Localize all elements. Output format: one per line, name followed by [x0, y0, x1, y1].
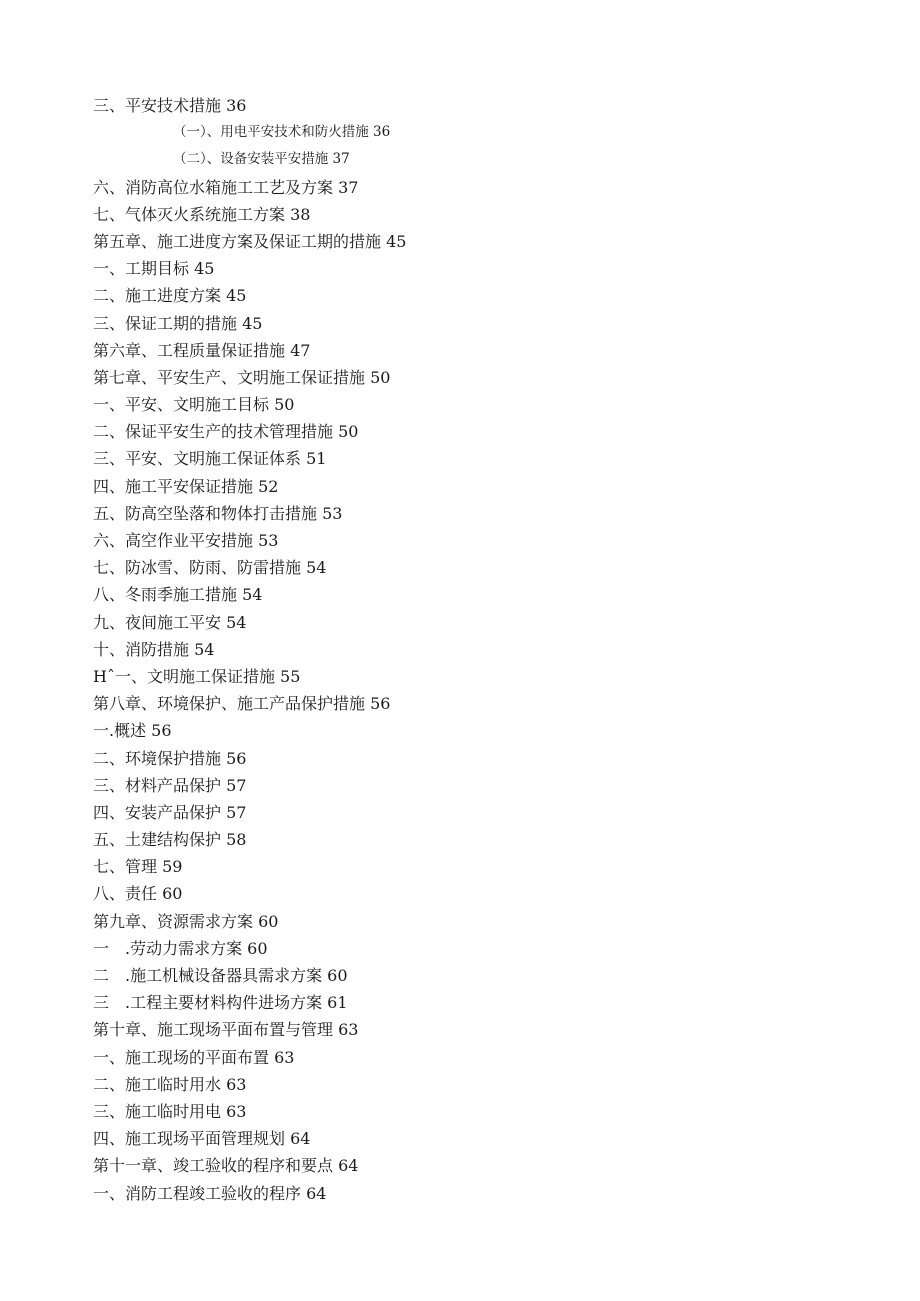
toc-entry[interactable]: 六、高空作业平安措施 53: [93, 531, 279, 550]
toc-entry[interactable]: 八、责任 60: [93, 884, 183, 904]
toc-entry[interactable]: 一、平安、文明施工目标 50: [93, 395, 295, 415]
toc-subentry[interactable]: （二）、设备安装平安措施 37: [173, 151, 350, 168]
toc-entry[interactable]: 九、夜间施工平安 54: [93, 612, 247, 632]
toc-chapter-entry[interactable]: 第八章、环境保护、施工产品保护措施 56: [93, 694, 391, 714]
toc-entry[interactable]: 三 .工程主要材料构件进场方案 61: [93, 993, 348, 1013]
toc-entry[interactable]: 五、土建结构保护 58: [93, 830, 247, 850]
toc-chapter-entry[interactable]: 第六章、工程质量保证措施 47: [93, 340, 311, 360]
toc-entry[interactable]: 二、环境保护措施 56: [93, 748, 247, 768]
toc-chapter-entry[interactable]: 第五章、施工进度方案及保证工期的措施 45: [93, 231, 407, 251]
toc-entry[interactable]: 六、消防高位水箱施工工艺及方案 37: [93, 177, 359, 197]
toc-entry[interactable]: 一、工期目标 45: [93, 259, 215, 279]
toc-entry[interactable]: 二、保证平安生产的技术管理措施 50: [93, 422, 359, 442]
table-of-contents: [93, 92, 873, 1207]
toc-entry[interactable]: 三、保证工期的措施 45: [93, 313, 263, 333]
toc-chapter-entry[interactable]: 第十章、施工现场平面布置与管理 63: [93, 1020, 359, 1040]
toc-entry[interactable]: 二 .施工机械设备器具需求方案 60: [93, 966, 348, 985]
toc-entry[interactable]: 一 .劳动力需求方案 60: [93, 938, 268, 958]
toc-chapter-entry[interactable]: 第九章、资源需求方案 60: [93, 911, 279, 931]
toc-entry[interactable]: 八、冬雨季施工措施 54: [93, 585, 263, 605]
toc-entry[interactable]: 三、平安、文明施工保证体系 51: [93, 449, 327, 469]
toc-entry[interactable]: 四、施工现场平面管理规划 64: [93, 1129, 311, 1149]
toc-entry[interactable]: 三、材料产品保护 57: [93, 775, 247, 795]
toc-chapter-entry[interactable]: 第七章、平安生产、文明施工保证措施 50: [93, 367, 391, 387]
toc-chapter-entry[interactable]: 第十一章、竣工验收的程序和要点 64: [93, 1156, 359, 1176]
toc-entry[interactable]: 三、平安技术措施 36: [93, 96, 247, 115]
toc-entry[interactable]: 十、消防措施 54: [93, 639, 215, 659]
toc-entry[interactable]: 七、气体灭火系统施工方案 38: [93, 204, 311, 224]
toc-subentry[interactable]: （一）、用电平安技术和防火措施 36: [173, 124, 391, 141]
toc-entry[interactable]: Hˆ一、文明施工保证措施 55: [93, 666, 301, 686]
toc-entry[interactable]: 四、安装产品保护 57: [93, 802, 247, 822]
toc-entry[interactable]: 一、消防工程竣工验收的程序 64: [93, 1183, 327, 1203]
toc-entry[interactable]: 一、施工现场的平面布置 63: [93, 1047, 295, 1067]
toc-entry[interactable]: 一.概述 56: [93, 721, 172, 741]
toc-entry[interactable]: 二、施工临时用水 63: [93, 1074, 247, 1094]
toc-entry[interactable]: 七、管理 59: [93, 857, 183, 877]
toc-entry[interactable]: 三、施工临时用电 63: [93, 1101, 247, 1121]
toc-entry[interactable]: 二、施工进度方案 45: [93, 286, 247, 306]
toc-entry[interactable]: 四、施工平安保证措施 52: [93, 476, 279, 496]
toc-entry[interactable]: 七、防冰雪、防雨、防雷措施 54: [93, 558, 327, 578]
toc-entry[interactable]: 五、防高空坠落和物体打击措施 53: [93, 503, 343, 523]
